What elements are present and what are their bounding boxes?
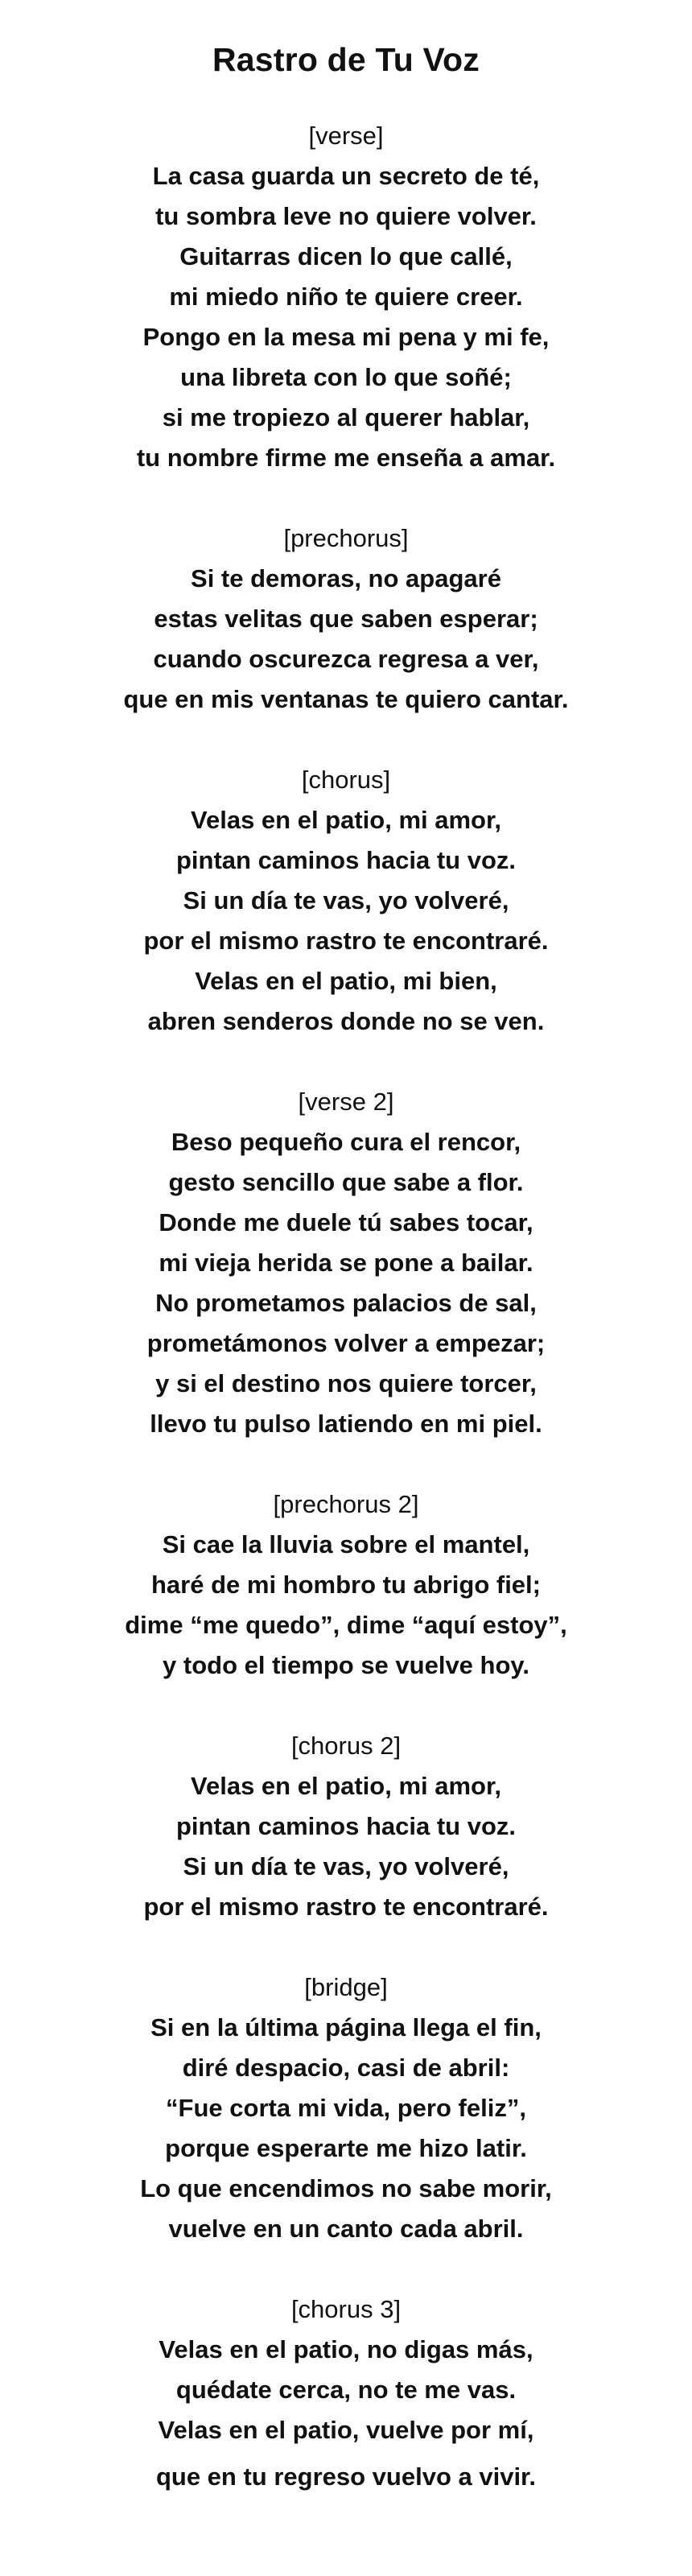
lyric-line: abren senderos donde no se ven. bbox=[147, 1007, 545, 1035]
section-verse bbox=[0, 116, 692, 478]
section-label: [verse] bbox=[308, 122, 384, 150]
section-label: [chorus 3] bbox=[290, 2295, 402, 2323]
lyric-line: haré de mi hombro tu abrigo fiel; bbox=[151, 1571, 541, 1599]
lyric-line: Donde me duele tú sabes tocar, bbox=[159, 1208, 533, 1236]
section-chorus-3 bbox=[0, 2289, 692, 2497]
lyric-line: dime “me quedo”, dime “aquí estoy”, bbox=[125, 1611, 567, 1639]
lyric-line: Velas en el patio, mi bien, bbox=[195, 967, 497, 995]
lyric-line: estas velitas que saben esperar; bbox=[154, 605, 538, 633]
section-prechorus bbox=[0, 518, 692, 720]
lyric-line: “Fue corta mi vida, pero feliz”, bbox=[166, 2094, 526, 2122]
lyric-line: Guitarras dicen lo que callé, bbox=[179, 242, 513, 270]
lyric-line: por el mismo rastro te encontraré. bbox=[143, 927, 549, 955]
lyric-line: Velas en el patio, no digas más, bbox=[159, 2335, 533, 2363]
section-label: [prechorus] bbox=[283, 524, 409, 552]
lyric-line: Si te demoras, no apagaré bbox=[191, 564, 501, 592]
lyric-line: diré despacio, casi de abril: bbox=[182, 2054, 510, 2082]
lyric-line: gesto sencillo que sabe a flor. bbox=[168, 1168, 524, 1196]
lyric-line: cuando oscurezca regresa a ver, bbox=[153, 645, 539, 673]
section-label: [bridge] bbox=[304, 1973, 388, 2001]
lyric-line: vuelve en un canto cada abril. bbox=[168, 2215, 524, 2243]
lyric-line: tu nombre firme me enseña a amar. bbox=[136, 444, 556, 472]
lyric-line: Beso pequeño cura el rencor, bbox=[171, 1128, 521, 1156]
section-chorus-2 bbox=[0, 1726, 692, 1927]
lyric-line: Si un día te vas, yo volveré, bbox=[183, 1852, 509, 1880]
lyric-line: pintan caminos hacia tu voz. bbox=[175, 846, 517, 874]
lyric-line: Si cae la lluvia sobre el mantel, bbox=[162, 1530, 530, 1558]
lyric-line: y todo el tiempo se vuelve hoy. bbox=[163, 1651, 529, 1679]
section-label: [verse 2] bbox=[298, 1088, 394, 1116]
lyric-line: llevo tu pulso latiendo en mi piel. bbox=[150, 1410, 542, 1438]
lyric-line: Velas en el patio, mi amor, bbox=[191, 806, 501, 834]
section-label: [prechorus 2] bbox=[273, 1490, 419, 1518]
lyric-line: una libreta con lo que soñé; bbox=[180, 363, 512, 391]
lyric-line: No prometamos palacios de sal, bbox=[155, 1289, 537, 1317]
lyric-line: mi miedo niño te quiere creer. bbox=[169, 283, 523, 311]
lyric-line: tu sombra leve no quiere volver. bbox=[155, 202, 537, 230]
lyric-line: y si el destino nos quiere torcer, bbox=[155, 1369, 537, 1397]
lyric-line: Si en la última página llega el fin, bbox=[150, 2013, 542, 2041]
lyric-line: porque esperarte me hizo latir. bbox=[165, 2134, 527, 2162]
section-bridge bbox=[0, 1967, 692, 2249]
section-label: [chorus] bbox=[301, 766, 391, 794]
section-prechorus-2 bbox=[0, 1484, 692, 1686]
lyric-line: Velas en el patio, mi amor, bbox=[191, 1772, 501, 1800]
section-chorus bbox=[0, 760, 692, 1042]
lyric-line: prometámonos volver a empezar; bbox=[146, 1329, 546, 1357]
song-title: Rastro de Tu Voz bbox=[212, 41, 480, 78]
lyric-line: Velas en el patio, vuelve por mí, bbox=[158, 2416, 534, 2444]
lyric-line: Pongo en la mesa mi pena y mi fe, bbox=[142, 323, 550, 351]
section-label: [chorus 2] bbox=[290, 1732, 402, 1760]
lyric-line: por el mismo rastro te encontraré. bbox=[143, 1893, 549, 1921]
lyric-line: mi vieja herida se pone a bailar. bbox=[159, 1249, 533, 1277]
section-verse-2 bbox=[0, 1082, 692, 1444]
lyric-line: Si un día te vas, yo volveré, bbox=[183, 886, 509, 914]
lyric-line: Lo que encendimos no sabe morir, bbox=[140, 2174, 552, 2202]
lyric-line: quédate cerca, no te me vas. bbox=[175, 2376, 517, 2404]
lyric-line: La casa guarda un secreto de té, bbox=[152, 162, 540, 190]
lyric-line: si me tropiezo al querer hablar, bbox=[162, 403, 530, 431]
lyric-line: pintan caminos hacia tu voz. bbox=[175, 1812, 517, 1840]
lyric-line: que en tu regreso vuelvo a vivir. bbox=[155, 2462, 537, 2491]
lyric-line: que en mis ventanas te quiero cantar. bbox=[123, 685, 569, 713]
